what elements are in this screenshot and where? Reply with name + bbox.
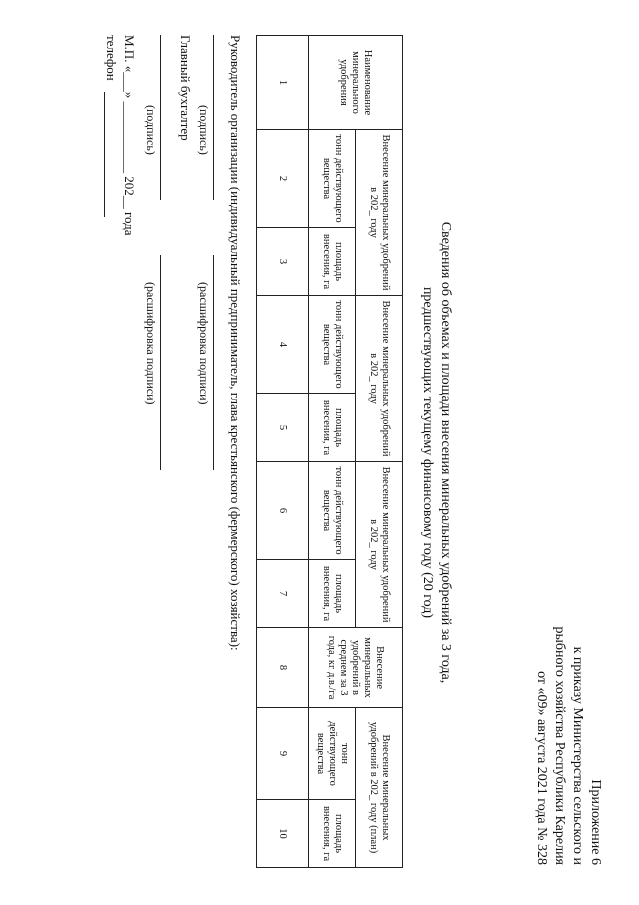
subheader-tons: тонн действующего вещества	[309, 130, 356, 228]
head-signature-caption: (подпись)	[197, 105, 211, 155]
subheader-tons: тонн действующего вещества	[309, 708, 356, 800]
table-header-row	[356, 36, 403, 868]
header-average-3-years: Внесение минеральных удобрений в среднем за 3 года, кг д.в./га	[309, 628, 403, 708]
chief-accountant-label: Главный бухгалтер	[178, 35, 193, 141]
column-number-1: 1	[257, 36, 309, 130]
subheader-area: площадь внесения, га	[309, 800, 356, 868]
header-year-group-3: Внесение минеральных удобрений в 202_ году	[356, 462, 403, 628]
column-number-10: 10	[257, 800, 309, 868]
appendix-number: Приложение 6	[588, 779, 603, 865]
fertilizer-table	[256, 35, 403, 868]
column-number-6: 6	[257, 462, 309, 560]
header-fertilizer-name: Наименование минерального удобрения	[309, 36, 403, 130]
column-number-3: 3	[257, 228, 309, 296]
column-number-2: 2	[257, 130, 309, 228]
document-title-line-2: предшествующих текущему финансовому году (20 год)	[420, 286, 435, 619]
document-title-line-1: Сведения об объемах и площади внесения минеральных удобрений за 3 года,	[438, 221, 453, 684]
phone-label: телефон	[104, 35, 119, 81]
accountant-decode-caption: (расшифровка подписи)	[144, 282, 158, 405]
subheader-area: площадь внесения, га	[309, 560, 356, 628]
order-reference-line-2: рыбного хозяйства Республики Карелия	[552, 626, 567, 865]
phone-field-line[interactable]	[104, 92, 105, 217]
head-decode-line[interactable]	[213, 255, 214, 470]
head-decode-caption: (расшифровка подписи)	[197, 282, 211, 405]
subheader-tons: тонн действующего вещества	[309, 296, 356, 394]
subheader-area: площадь внесения, га	[309, 228, 356, 296]
subheader-area: площадь внесения, га	[309, 394, 356, 462]
column-number-8: 8	[257, 628, 309, 708]
table-row	[257, 36, 309, 868]
table-subheader-row	[309, 36, 356, 868]
header-plan-group: Внесение минеральных удобрений в 202_ году (план)	[356, 708, 403, 868]
order-reference-line-1: к приказу Министерства сельского и	[570, 646, 585, 865]
header-year-group-1: Внесение минеральных удобрений в 202_ году	[356, 130, 403, 296]
column-number-4: 4	[257, 296, 309, 394]
head-of-organization-label: Руководитель организации (индивидуальный предприниматель, глава крестьянского (фермерского) хозяйства):	[228, 35, 243, 651]
accountant-signature-line[interactable]	[160, 35, 161, 200]
column-number-7: 7	[257, 560, 309, 628]
subheader-tons: тонн действующего вещества	[309, 462, 356, 560]
stamp-date-line: М.П. «___» ___________ 202__ года	[122, 35, 137, 236]
accountant-decode-line[interactable]	[160, 255, 161, 470]
column-number-9: 9	[257, 708, 309, 800]
head-signature-line[interactable]	[213, 35, 214, 200]
column-number-5: 5	[257, 394, 309, 462]
order-date-line: от «09» августа 2021 года № 328	[534, 671, 549, 865]
accountant-signature-caption: (подпись)	[144, 105, 158, 155]
header-year-group-2: Внесение минеральных удобрений в 202_ году	[356, 296, 403, 462]
